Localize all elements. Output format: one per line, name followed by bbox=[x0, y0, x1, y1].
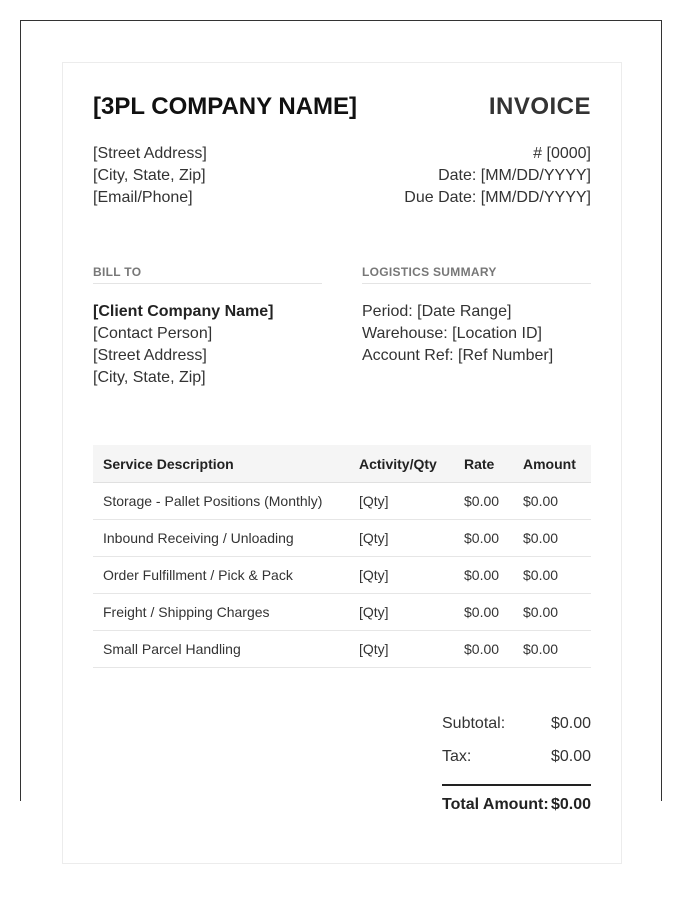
service-rate: $0.00 bbox=[454, 594, 513, 631]
bill-to-heading: BILL TO bbox=[93, 265, 322, 284]
invoice-meta bbox=[404, 143, 591, 209]
logistics-heading: LOGISTICS SUMMARY bbox=[362, 265, 591, 284]
header-service-description: Service Description bbox=[93, 445, 349, 483]
service-rate: $0.00 bbox=[454, 520, 513, 557]
client-street: [Street Address] bbox=[93, 347, 207, 364]
table-row bbox=[93, 557, 591, 594]
invoice-header bbox=[93, 93, 591, 121]
header-activity-qty: Activity/Qty bbox=[349, 445, 454, 483]
subtotal-label: Subtotal: bbox=[442, 715, 506, 732]
logistics-account-ref: Account Ref: [Ref Number] bbox=[362, 347, 554, 364]
totals-section bbox=[442, 713, 591, 814]
service-qty: [Qty] bbox=[349, 520, 454, 557]
subtotal-value: $0.00 bbox=[550, 715, 591, 732]
header-rate: Rate bbox=[454, 445, 513, 483]
company-city: [City, State, Zip] bbox=[93, 167, 206, 184]
service-amount: $0.00 bbox=[513, 520, 591, 557]
service-qty: [Qty] bbox=[349, 631, 454, 668]
service-amount: $0.00 bbox=[513, 594, 591, 631]
invoice-title: INVOICE bbox=[488, 93, 591, 120]
client-contact-person: [Contact Person] bbox=[93, 325, 213, 342]
table-row bbox=[93, 631, 591, 668]
invoice-page bbox=[62, 62, 622, 864]
service-qty: [Qty] bbox=[349, 483, 454, 520]
invoice-number: # [0000] bbox=[533, 145, 591, 162]
services-table bbox=[93, 445, 591, 668]
tax-value: $0.00 bbox=[550, 748, 591, 765]
client-company-name: [Client Company Name] bbox=[93, 303, 274, 320]
document-viewport[interactable] bbox=[20, 20, 662, 813]
service-description: Inbound Receiving / Unloading bbox=[93, 520, 349, 557]
logistics-warehouse: Warehouse: [Location ID] bbox=[362, 325, 542, 342]
service-qty: [Qty] bbox=[349, 557, 454, 594]
service-description: Small Parcel Handling bbox=[93, 631, 349, 668]
invoice-date: Date: [MM/DD/YYYY] bbox=[438, 167, 591, 184]
invoice-due-date: Due Date: [MM/DD/YYYY] bbox=[404, 189, 591, 206]
total-row bbox=[442, 796, 591, 814]
bill-to-section bbox=[93, 265, 322, 389]
totals-divider bbox=[442, 784, 591, 786]
service-rate: $0.00 bbox=[454, 557, 513, 594]
table-row bbox=[93, 520, 591, 557]
table-row bbox=[93, 594, 591, 631]
service-qty: [Qty] bbox=[349, 594, 454, 631]
service-rate: $0.00 bbox=[454, 483, 513, 520]
company-street: [Street Address] bbox=[93, 145, 207, 162]
company-name: [3PL COMPANY NAME] bbox=[93, 93, 358, 120]
company-contact: [Email/Phone] bbox=[93, 189, 193, 206]
service-description: Storage - Pallet Positions (Monthly) bbox=[93, 483, 349, 520]
table-header-row bbox=[93, 445, 591, 483]
logistics-period: Period: [Date Range] bbox=[362, 303, 512, 320]
client-city: [City, State, Zip] bbox=[93, 369, 206, 386]
tax-label: Tax: bbox=[442, 748, 472, 765]
service-amount: $0.00 bbox=[513, 631, 591, 668]
total-value: $0.00 bbox=[550, 796, 591, 813]
company-address bbox=[93, 143, 207, 209]
service-description: Order Fulfillment / Pick & Pack bbox=[93, 557, 349, 594]
service-description: Freight / Shipping Charges bbox=[93, 594, 349, 631]
logistics-summary-section bbox=[362, 265, 591, 367]
service-amount: $0.00 bbox=[513, 557, 591, 594]
service-amount: $0.00 bbox=[513, 483, 591, 520]
table-row bbox=[93, 483, 591, 520]
header-amount: Amount bbox=[513, 445, 591, 483]
total-label: Total Amount: bbox=[442, 796, 549, 813]
subtotal-row bbox=[442, 713, 591, 746]
service-rate: $0.00 bbox=[454, 631, 513, 668]
tax-row bbox=[442, 746, 591, 779]
